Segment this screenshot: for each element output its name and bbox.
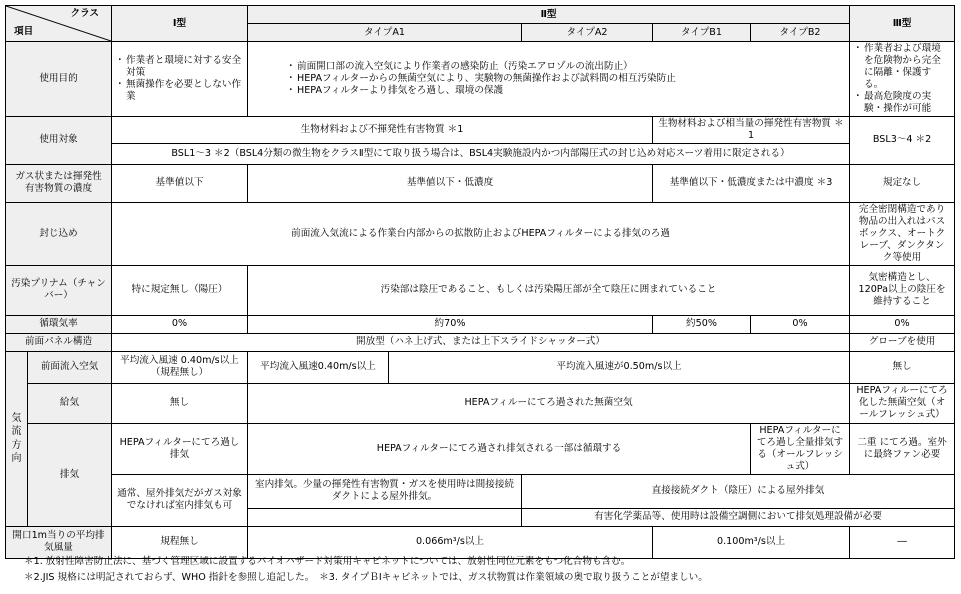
gas-type-b: 基準値以下・低濃度または中濃度 ＊3 xyxy=(653,164,850,202)
gas-type-a: 基準値以下・低濃度 xyxy=(248,164,653,202)
header-item-label: 項目 xyxy=(14,26,34,38)
airflow-label-char: 方 xyxy=(11,439,22,451)
airflow-label-char: 気 xyxy=(11,412,22,424)
containment-type12: 前面流入気流による作業台内部からの拡散防止およびHEPAフィルターによる排気のろ過 xyxy=(112,202,850,265)
biosafety-cabinet-class-table xyxy=(5,5,955,559)
target-type1-a2: 生物材料および不揮発性有害物質 ＊1 xyxy=(112,116,653,143)
row-label-inflow: 前面流入空気 xyxy=(28,351,112,383)
purpose-type2 xyxy=(248,42,850,117)
opening-type1: 規程無し xyxy=(112,526,248,558)
target-b1-b2: 生物材料および相当量の揮発性有害物質 ＊1 xyxy=(653,116,850,143)
row-label-plenum: 汚染プリナム（チャンバー） xyxy=(6,265,112,315)
exhaust-chemical-note: 有害化学薬品等、使用時は設備空調側において排気処理設備が必要 xyxy=(522,508,955,526)
row-label-supply: 給気 xyxy=(28,383,112,423)
purpose-type1-item: ・ 作業者と環境に対する安全対策 xyxy=(117,55,242,79)
recirc-type-a: 約70% xyxy=(248,315,653,333)
inflow-type3: 無し xyxy=(850,351,955,383)
opening-type3: ― xyxy=(850,526,955,558)
row-label-panel: 前面パネル構造 xyxy=(6,333,112,351)
purpose-type1-item: ・ 無菌操作を必要としない作業 xyxy=(117,79,242,103)
recirc-type-b1: 約50% xyxy=(653,315,751,333)
header-type-a2: タイプA2 xyxy=(522,24,653,42)
supply-type3: HEPAフィルーにてろ化した無菌空気（オールフレッシュ式） xyxy=(850,383,955,423)
exhaust-type1-top: HEPAフィルターにてろ過し排気 xyxy=(112,423,248,474)
row-label-opening: 開口1m当りの平均排気風量 xyxy=(6,526,112,558)
row-label-exhaust: 排気 xyxy=(28,423,112,526)
purpose-type1 xyxy=(112,42,248,117)
containment-type3: 完全密閉構造であり物品の出入れはパスボックス、オートクレーブ、ダンクタンク等使用 xyxy=(850,202,955,265)
plenum-type2: 汚染部は陰圧であること、もしくは汚染陽圧部が全て陰圧に囲まれていること xyxy=(248,265,850,315)
header-type2: Ⅱ型 xyxy=(248,6,850,24)
recirc-type-b2: 0% xyxy=(751,315,850,333)
row-label-containment: 封じ込め xyxy=(6,202,112,265)
target-bsl-range: BSL1～3 ＊2（BSL4分類の微生物をクラスⅡ型にて取り扱う場合は、BSL4実験施設内かつ内部陽圧式の封じ込め対応スーツ着用に限定される） xyxy=(112,143,850,164)
exhaust-a-b1: HEPAフィルターにてろ過され排気される一部は循環する xyxy=(248,423,751,474)
recirc-type1: 0% xyxy=(112,315,248,333)
purpose-type3 xyxy=(850,42,955,117)
purpose-type2-item: ・ HEPAフィルターからの無菌空気により、実験物の無菌操作および試料間の相互汚染防止 xyxy=(288,73,844,85)
header-corner-cell xyxy=(6,6,112,42)
plenum-type1: 特に規定無し（陽圧） xyxy=(112,265,248,315)
exhaust-b2: HEPAフィルターにてろ過し全量排気する（オールフレッシュ式） xyxy=(751,423,850,474)
row-label-gas: ガス状または揮発性有害物質の濃度 xyxy=(6,164,112,202)
exhaust-type3: 二重 にてろ過。室外に最終ファン必要 xyxy=(850,423,955,474)
gas-type1: 基準値以下 xyxy=(112,164,248,202)
recirc-type3: 0% xyxy=(850,315,955,333)
panel-type12: 開放型（ハネ上げ式、または上下スライドシャッター式） xyxy=(112,333,850,351)
purpose-type3-item: ・ 最高危険度の実験・操作が可能 xyxy=(855,91,949,115)
header-type-b1: タイプB1 xyxy=(653,24,751,42)
exhaust-blank-cell xyxy=(248,508,522,526)
exhaust-type1-bottom: 通常、屋外排気だがガス対象でなければ室内排気も可 xyxy=(112,474,248,526)
airflow-label-char: 流 xyxy=(11,426,22,438)
panel-type3: グローブを使用 xyxy=(850,333,955,351)
header-type3: Ⅲ型 xyxy=(850,6,955,42)
row-label-recirc: 循環気率 xyxy=(6,315,112,333)
header-type-b2: タイプB2 xyxy=(751,24,850,42)
row-label-airflow xyxy=(6,351,28,526)
purpose-type2-item: ・ HEPAフィルターより排気をろ過し、環境の保護 xyxy=(288,85,844,97)
supply-type1: 無し xyxy=(112,383,248,423)
airflow-label-char: 向 xyxy=(11,453,22,465)
gas-type3: 規定なし xyxy=(850,164,955,202)
opening-type-a: 0.066m³/s以上 xyxy=(248,526,653,558)
purpose-type3-item: ・ 作業者および環境を危険物から完全に隔離・保護する。 xyxy=(855,43,949,91)
opening-type-b: 0.100m³/s以上 xyxy=(653,526,850,558)
row-label-purpose: 使用目的 xyxy=(6,42,112,117)
supply-type2: HEPAフィルーにてろ過された無菌空気 xyxy=(248,383,850,423)
header-type1: Ⅰ型 xyxy=(112,6,248,42)
inflow-type1: 平均流入風速 0.40m/s以上（規程無し） xyxy=(112,351,248,383)
footnote: ＊1. 放射性障害防止法に、基づく管理区域に設置するバイオハザード対策用キャビネットについては、放射性同位元素をもつ化合物も含む。 xyxy=(24,556,631,567)
row-label-target: 使用対象 xyxy=(6,116,112,164)
footnotes xyxy=(24,554,708,586)
exhaust-a2-bottom: 室内排気。少量の揮発性有害物質・ガスを使用時は間接接続ダクトによる屋外排気。 xyxy=(248,474,522,508)
header-type-a1: タイプA1 xyxy=(248,24,522,42)
plenum-type3: 気密構造とし、120Pa以上の陰圧を維持すること xyxy=(850,265,955,315)
purpose-type2-item: ・ 前面開口部の流入空気により作業者の感染防止（汚染エアロゾルの流出防止） xyxy=(288,61,844,73)
exhaust-direct-duct: 直接接続ダクト（陰圧）による屋外排気 xyxy=(522,474,955,508)
inflow-rest: 平均流入風速が0.50m/s以上 xyxy=(389,351,850,383)
header-class-label: クラス xyxy=(70,8,99,19)
footnote: ＊2.JIS 規格には明記されておらず、WHO 指針を参照し追記した。 ＊3. タイプＢⅠキャビネットでは、ガス状物質は作業領域の奥で取り扱うことが望ましい。 xyxy=(24,572,708,583)
inflow-type-a1: 平均流入風速0.40m/s以上 xyxy=(248,351,389,383)
target-type3: BSL3～4 ＊2 xyxy=(850,116,955,164)
